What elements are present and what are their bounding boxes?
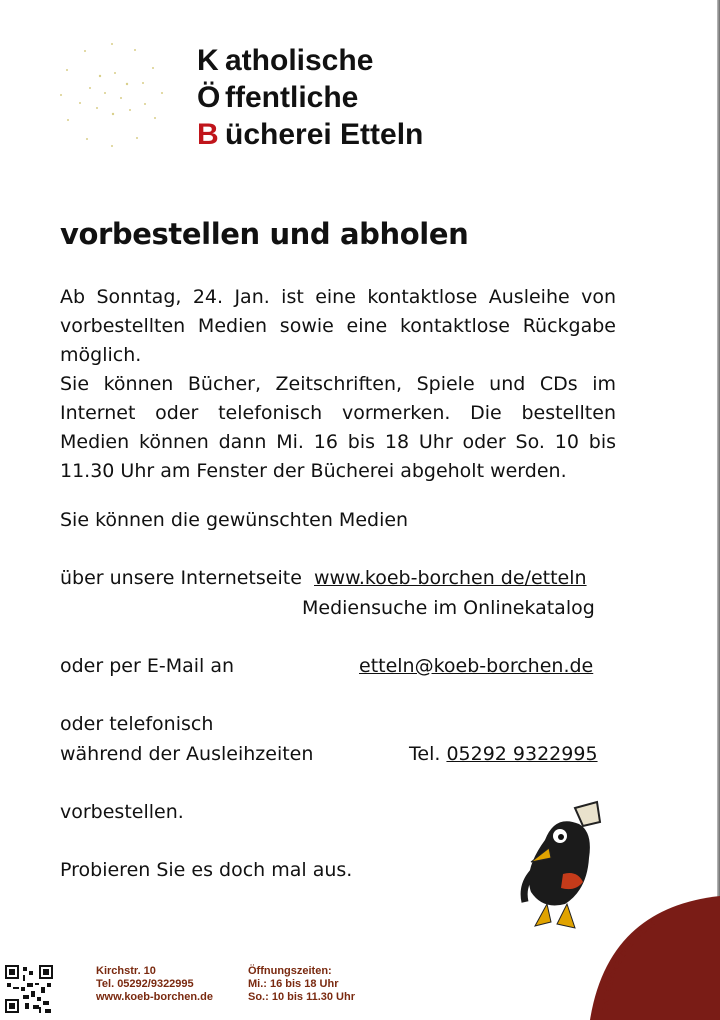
intro-text (60, 283, 616, 486)
brand-initial-b: B (197, 118, 219, 151)
library-name (197, 42, 423, 153)
brand-initial-k: K (197, 44, 219, 77)
hours-title: Öffnungszeiten: (248, 965, 332, 977)
brand-word-1: atholische (225, 44, 374, 77)
intro-paragraph-2: Sie können Bücher, Zeitschriften, Spiele und CDs im Internet oder telefonisch vormerken. Die bestellten Medien können dann Mi. 16 bis 18 Uhr oder So. 10 bis 11.30 Uhr am Fenster der Bücherei abgeholt werden. (60, 373, 616, 482)
intro-paragraph-1: Ab Sonntag, 24. Jan. ist eine kontaktlose Ausleihe von vorbestellten Medien sowie eine kontaktlose Rückgabe möglich. (60, 286, 616, 366)
brand-line-3 (197, 116, 423, 153)
footer-website[interactable]: www.koeb-borchen.de (96, 991, 213, 1003)
website-link[interactable]: www.koeb-borchen de/etteln (314, 567, 587, 589)
corner-swoosh-icon (590, 890, 720, 1020)
email-label: oder per E-Mail an (60, 655, 235, 677)
library-logo-icon (55, 38, 170, 153)
qr-code-icon (3, 963, 55, 1015)
footer-contact (96, 965, 213, 1004)
phone-entry (409, 742, 598, 766)
brand-word-3: ücherei Etteln (225, 118, 424, 151)
hours-sunday: So.: 10 bis 11.30 Uhr (248, 991, 355, 1003)
brand-word-2: ffentliche (225, 81, 359, 114)
closing-text-1: vorbestellen. (60, 801, 184, 823)
phone-label-1: oder telefonisch (60, 713, 214, 735)
slogan-text: ENTDECKE DIE WELT (599, 916, 659, 1013)
hours-wednesday: Mi.: 16 bis 18 Uhr (248, 978, 339, 990)
closing-text-2: Probieren Sie es doch mal aus. (60, 859, 353, 881)
phone-prefix: Tel. (409, 743, 441, 765)
brand-line-2 (197, 79, 423, 116)
web-label: über unsere Internetseite (60, 567, 302, 589)
order-lead: Sie können die gewünschten Medien (60, 509, 409, 531)
brand-initial-o: Ö (197, 81, 221, 114)
footer-address: Kirchstr. 10 (96, 965, 156, 977)
brand-line-1 (197, 42, 423, 79)
email-link[interactable]: etteln@koeb-borchen.de (359, 655, 594, 677)
phone-label-2: während der Ausleihzeiten (60, 743, 314, 765)
web-note: Mediensuche im Onlinekatalog (302, 597, 595, 619)
footer-phone: Tel. 05292/9322995 (96, 978, 194, 990)
page-title: vorbestellen und abholen (60, 217, 469, 251)
phone-link[interactable]: 05292 9322995 (446, 743, 598, 765)
footer-hours (248, 965, 355, 1004)
